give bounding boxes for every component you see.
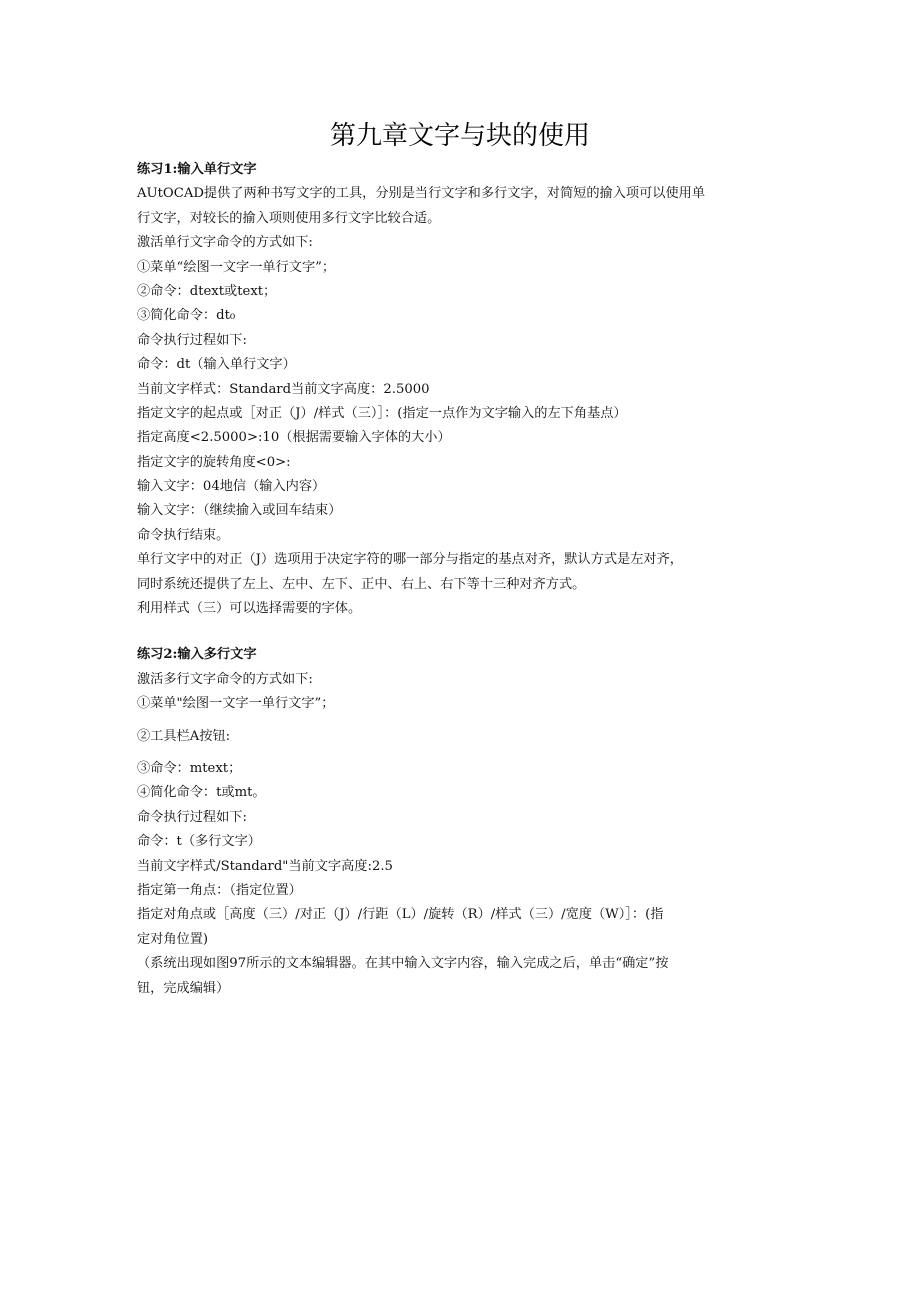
list-item: ④简化命令：t或mt。	[137, 785, 266, 801]
paragraph-line: 指定高度<2.5000>:10（根据需要输入字体的大小）	[137, 430, 451, 446]
paragraph-line: 钮，完成编辑）	[137, 980, 230, 996]
paragraph-line: 命令：t（多行文字）	[137, 834, 261, 850]
paragraph-line: 单行文字中的对正（J）选项用于决定字符的哪一部分与指定的基点对齐，默认方式是左对齐，	[137, 552, 683, 568]
paragraph-line: （系统出现如图97所示的文本编辑器。在其中输入文字内容，输入完成之后，单击“确定”按	[137, 956, 669, 972]
section1-heading: 练习1:输入单行文字	[137, 162, 257, 177]
paragraph-line: 激活单行文字命令的方式如下:	[137, 235, 313, 251]
paragraph-line: AUtOCAD提供了两种书写文字的工具，分别是当行文字和多行文字，对简短的揄入项可以使用单	[137, 186, 706, 202]
paragraph-line: 当前文字样式：Standard当前文字高度：2.5000	[137, 381, 430, 397]
chapter-title: 第九章文字与块的使用	[329, 121, 590, 151]
paragraph-line: 指定文字的旋转角度<0>:	[137, 454, 291, 470]
paragraph-line: 行文字，对较长的揄入项则使用多行文字比较合适。	[137, 210, 441, 226]
paragraph-line: 指定对角点或［高度（三）/对正（J）/行距（L）/旋转（R）/样式（三）/宽度（W）］：(指	[137, 907, 664, 923]
paragraph-line: 同时系统还提供了左上、左中、左下、正中、右上、右下等十三种对齐方式。	[137, 576, 586, 592]
spacer	[137, 717, 797, 725]
document-body	[137, 158, 797, 1001]
paragraph-line: 定对角位置)	[137, 931, 209, 947]
paragraph-line: 输入文字：04地信（输入内容）	[137, 479, 326, 495]
paragraph-line: 命令执行结束。	[137, 527, 230, 543]
paragraph-line: 命令执行过程如下:	[137, 809, 247, 825]
paragraph-line: 利用样式（三）可以选择需要的字体。	[137, 601, 362, 617]
list-item: ③简化命令：dt₀	[137, 308, 236, 324]
paragraph-line: 命令：dt（输入单行文字）	[137, 357, 296, 373]
list-item: ③命令：mtext；	[137, 760, 242, 776]
paragraph-line: 激活多行文字命令的方式如下:	[137, 671, 313, 687]
paragraph-line: 当前文字样式/Standard"当前文字高度:2.5	[137, 858, 393, 874]
list-item: ①菜单“绘图一文字一单行文字”；	[137, 259, 336, 275]
paragraph-line: 命令执行过程如下:	[137, 332, 247, 348]
spacer	[137, 749, 797, 757]
paragraph-line: 指定文字的起点或［对正（J）/样式（三）］：(指定一点作为文字输入的左下角基点）	[137, 405, 627, 421]
paragraph-line: 指定第一角点：（指定位置）	[137, 882, 302, 898]
list-item: ②命令：dtext或text；	[137, 283, 277, 299]
section-spacer	[137, 621, 797, 643]
list-item: ①菜单"绘图一文字一单行文字”；	[137, 696, 335, 712]
section2-heading: 练习2:输入多行文字	[137, 647, 257, 663]
list-item: ②工具栏A按钮:	[137, 728, 231, 744]
paragraph-line: 输入文字：（继续揄入或回车结束）	[137, 503, 342, 519]
